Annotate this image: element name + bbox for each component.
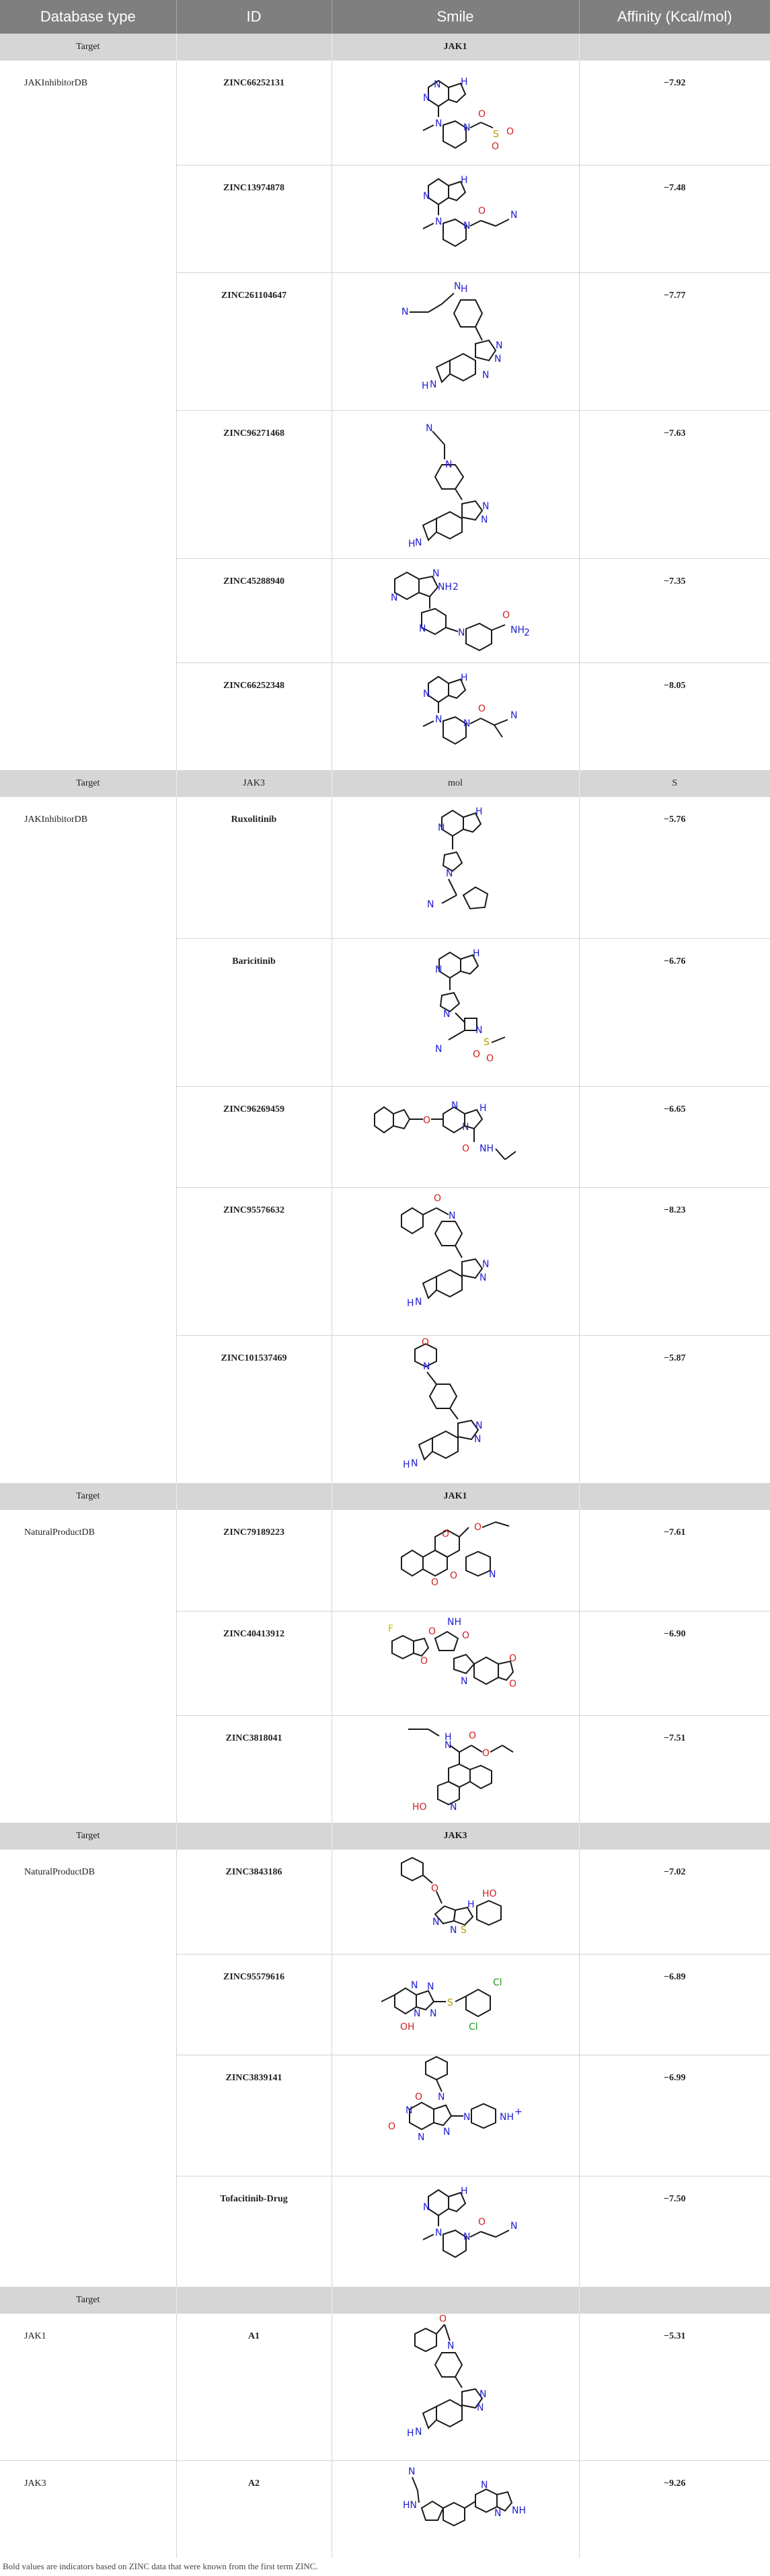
svg-text:N: N (463, 122, 471, 133)
svg-text:N: N (435, 964, 442, 975)
svg-text:N: N (423, 1361, 430, 1372)
target-row (0, 34, 770, 61)
svg-text:N: N (435, 118, 442, 129)
svg-text:H: H (461, 672, 468, 683)
molecule-structure (332, 662, 579, 770)
compound-id: A1 (176, 2314, 332, 2460)
svg-text:NH: NH (438, 581, 452, 593)
target-name: JAK1 (332, 1483, 579, 1510)
molecule-image (381, 61, 529, 161)
svg-text:O: O (474, 1522, 482, 1533)
svg-text:O: O (502, 609, 510, 621)
molecule-image (381, 939, 529, 1080)
compound-id: ZINC3843186 (176, 1850, 332, 1954)
svg-text:N: N (463, 2111, 471, 2123)
svg-text:N: N (445, 1739, 452, 1751)
svg-text:S: S (461, 1925, 467, 1936)
svg-text:Cl: Cl (469, 2021, 478, 2033)
svg-text:H: H (475, 806, 483, 817)
svg-text:N: N (445, 459, 453, 470)
svg-text:N: N (475, 1420, 483, 1431)
svg-text:2: 2 (453, 581, 459, 593)
svg-text:N: N (449, 1210, 456, 1221)
svg-text:H: H (403, 1459, 410, 1470)
svg-text:H: H (467, 1899, 475, 1910)
svg-text:O: O (462, 1630, 470, 1641)
svg-text:N: N (479, 1272, 487, 1283)
svg-text:N: N (463, 718, 471, 729)
svg-text:HO: HO (482, 1889, 497, 1899)
compound-id: ZINC95576632 (176, 1187, 332, 1335)
database-type: NaturalProductDB (0, 1850, 176, 2287)
molecule-structure (332, 410, 579, 558)
molecule-structure (332, 938, 579, 1086)
affinity-value: −5.31 (579, 2314, 770, 2460)
molecule-structure (332, 1335, 579, 1483)
affinity-value: −7.35 (579, 558, 770, 662)
svg-text:O: O (442, 1529, 450, 1540)
molecule-structure (332, 2314, 579, 2460)
compound-id: ZINC3818041 (176, 1715, 332, 1823)
compound-id: ZINC101537469 (176, 1335, 332, 1483)
affinity-value: −6.65 (579, 1086, 770, 1187)
svg-text:N: N (482, 1258, 490, 1270)
svg-text:N: N (423, 93, 430, 104)
molecule-image (381, 165, 529, 266)
svg-text:N: N (447, 2341, 455, 2351)
svg-text:N: N (461, 1675, 468, 1687)
molecule-image (368, 1612, 543, 1712)
svg-text:N: N (489, 1569, 496, 1580)
svg-text:N: N (430, 2008, 437, 2019)
svg-text:N: N (427, 1981, 434, 1992)
svg-text:O: O (431, 1883, 439, 1894)
molecule-image (361, 1087, 549, 1181)
molecule-image (375, 2314, 536, 2455)
svg-text:O: O (422, 1336, 430, 1348)
molecule-image (368, 1955, 543, 2049)
molecule-structure (332, 1954, 579, 2055)
table-row (0, 797, 770, 938)
svg-text:N: N (401, 306, 409, 317)
compound-id: ZINC79189223 (176, 1510, 332, 1611)
database-type: JAK1 (0, 2314, 176, 2460)
svg-text:NH: NH (500, 2111, 514, 2123)
svg-text:O: O (420, 1655, 428, 1667)
table-footnote: Bold values are indicators based on ZINC data that were known from the first term ZINC. (3, 2561, 318, 2571)
molecule-structure (332, 61, 579, 165)
svg-text:H: H (473, 948, 480, 959)
affinity-value: −6.89 (579, 1954, 770, 2055)
compound-id: A2 (176, 2460, 332, 2558)
svg-text:N: N (438, 823, 445, 833)
svg-text:N: N (474, 1433, 482, 1445)
svg-text:H: H (479, 1102, 487, 1114)
svg-text:N: N (432, 1917, 440, 1928)
svg-text:N: N (482, 369, 490, 381)
molecule-structure (332, 165, 579, 272)
svg-text:N: N (411, 1457, 418, 1469)
svg-text:N: N (435, 1043, 442, 1055)
svg-text:H: H (407, 2428, 414, 2439)
compound-id: ZINC96269459 (176, 1086, 332, 1187)
svg-text:N: N (481, 2479, 488, 2491)
target-row (0, 770, 770, 797)
affinity-value: −7.61 (579, 1510, 770, 1611)
compound-id: ZINC261104647 (176, 272, 332, 410)
affinity-value: −7.77 (579, 272, 770, 410)
header-smile: Smile (332, 0, 579, 34)
svg-text:N: N (423, 2201, 430, 2213)
svg-text:N: N (496, 340, 503, 351)
affinity-value: −7.48 (579, 165, 770, 272)
molecule-image (375, 1336, 536, 1477)
svg-text:O: O (478, 703, 486, 714)
svg-text:N: N (430, 379, 437, 390)
svg-text:N: N (479, 2389, 487, 2400)
svg-text:N: N (411, 1979, 418, 1991)
svg-text:N: N (451, 1100, 459, 1111)
target-label: Target (0, 1823, 176, 1850)
affinity-value: −7.51 (664, 1733, 686, 1743)
affinity-value: −9.26 (664, 2478, 686, 2489)
svg-text:N: N (438, 2091, 445, 2103)
compound-id: Tofacitinib-Drug (176, 2176, 332, 2287)
svg-text:HN: HN (403, 2499, 417, 2511)
svg-text:OH: OH (400, 2021, 415, 2033)
svg-text:N: N (415, 1296, 422, 1308)
svg-text:N: N (423, 688, 430, 699)
svg-text:O: O (482, 1747, 490, 1759)
svg-text:H: H (422, 380, 429, 391)
svg-text:N: N (510, 2220, 518, 2232)
svg-text:N: N (443, 2126, 451, 2137)
svg-text:O: O (473, 1049, 481, 1060)
compound-id: ZINC45288940 (176, 558, 332, 662)
svg-text:N: N (454, 280, 461, 292)
target-label: Target (0, 2287, 176, 2314)
target-label: Target (0, 770, 176, 797)
svg-text:N: N (426, 422, 433, 434)
svg-text:+: + (514, 2106, 523, 2117)
svg-text:N: N (434, 79, 441, 90)
molecule-image (381, 797, 529, 932)
target-mol: mol (332, 770, 579, 797)
svg-text:N: N (450, 1801, 457, 1813)
svg-text:O: O (434, 1192, 442, 1204)
svg-text:N: N (435, 216, 442, 227)
svg-text:N: N (450, 1925, 457, 1936)
compound-id: ZINC96271468 (176, 410, 332, 558)
database-type: JAK3 (0, 2460, 176, 2558)
svg-text:N: N (494, 353, 502, 365)
svg-text:N: N (443, 1008, 451, 1020)
svg-text:H: H (408, 538, 416, 550)
svg-text:N: N (435, 2227, 442, 2238)
molecule-image (368, 2461, 543, 2555)
compound-id: Baricitinib (176, 938, 332, 1086)
molecule-structure (332, 1086, 579, 1187)
affinity-value: −6.99 (579, 2055, 770, 2176)
molecule-image (368, 2055, 543, 2170)
svg-text:N: N (477, 2402, 484, 2413)
molecule-image (375, 1850, 536, 1950)
svg-text:N: N (391, 592, 398, 603)
svg-text:O: O (478, 2216, 486, 2228)
affinity-value: −8.05 (664, 680, 686, 691)
molecule-structure (332, 2176, 579, 2287)
compound-id: ZINC66252131 (176, 61, 332, 165)
target-s: S (579, 770, 770, 797)
svg-text:N: N (494, 2507, 502, 2519)
svg-text:O: O (450, 1570, 458, 1581)
svg-text:N: N (435, 714, 442, 725)
molecule-structure (332, 272, 579, 410)
svg-text:N: N (423, 190, 430, 202)
molecule-structure (332, 558, 579, 662)
svg-text:O: O (462, 1143, 470, 1154)
affinity-value: −7.50 (664, 2193, 686, 2204)
svg-text:O: O (478, 109, 486, 120)
svg-text:N: N (419, 623, 426, 634)
molecule-structure (332, 1715, 579, 1823)
svg-text:N: N (427, 899, 434, 910)
affinity-value: −8.23 (579, 1187, 770, 1335)
svg-text:N: N (415, 2427, 422, 2437)
svg-text:H: H (461, 174, 468, 186)
svg-text:S: S (447, 1997, 453, 2008)
target-row (0, 1483, 770, 1510)
svg-text:NH: NH (510, 624, 525, 636)
molecule-image (375, 411, 536, 552)
table-row (0, 61, 770, 165)
header-row (0, 0, 770, 34)
svg-text:O: O (469, 1730, 477, 1741)
affinity-value: −5.87 (664, 1353, 686, 1363)
molecule-structure (332, 1850, 579, 1954)
molecule-structure (332, 1510, 579, 1611)
affinity-value: −5.76 (579, 797, 770, 938)
header-database-type: Database type (0, 0, 176, 34)
database-type: JAKInhibitorDB (0, 797, 176, 1483)
table-row (0, 2460, 770, 2558)
svg-text:HO: HO (412, 1801, 427, 1813)
compound-id: ZINC13974878 (176, 165, 332, 272)
svg-text:N: N (481, 514, 488, 525)
svg-text:O: O (428, 1626, 436, 1637)
svg-text:H: H (461, 2185, 468, 2197)
molecule-image (375, 1188, 536, 1329)
svg-text:O: O (388, 2121, 396, 2132)
affinity-value: −7.63 (579, 410, 770, 558)
molecule-structure (332, 2055, 579, 2176)
svg-text:H: H (407, 1297, 414, 1309)
molecule-structure (332, 1611, 579, 1715)
table-row (0, 1510, 770, 1611)
svg-text:N: N (463, 2231, 471, 2242)
molecule-image (375, 1510, 536, 1604)
database-type: JAKInhibitorDB (0, 61, 176, 770)
compound-id: ZINC3839141 (176, 2055, 332, 2176)
table-row (0, 1850, 770, 1954)
svg-text:N: N (482, 500, 490, 512)
svg-text:O: O (486, 1053, 494, 1064)
svg-text:Cl: Cl (493, 1977, 502, 1988)
molecule-structure (332, 1187, 579, 1335)
svg-text:N: N (408, 2466, 416, 2477)
target-name: JAK3 (332, 1823, 579, 1850)
svg-text:NH: NH (512, 2505, 526, 2516)
svg-text:S: S (484, 1036, 490, 1048)
svg-text:O: O (478, 205, 486, 217)
svg-text:N: N (463, 220, 471, 231)
svg-text:O: O (506, 126, 514, 137)
svg-text:NH: NH (479, 1143, 494, 1154)
svg-text:O: O (509, 1653, 517, 1664)
svg-text:O: O (492, 141, 500, 152)
svg-text:S: S (493, 129, 499, 140)
svg-text:N: N (418, 2131, 425, 2143)
svg-text:O: O (509, 1678, 517, 1690)
molecule-image (381, 2176, 529, 2277)
svg-text:N: N (406, 2105, 413, 2116)
compound-id: ZINC95579616 (176, 1954, 332, 2055)
compound-id: ZINC40413912 (176, 1611, 332, 1715)
target-label: Target (0, 34, 176, 61)
affinity-value: −7.02 (579, 1850, 770, 1954)
svg-text:N: N (510, 209, 518, 221)
svg-text:H: H (461, 77, 468, 87)
svg-text:2: 2 (524, 627, 530, 638)
molecule-image (368, 559, 543, 660)
svg-text:N: N (415, 537, 422, 548)
molecule-structure (332, 2460, 579, 2558)
molecule-structure (332, 797, 579, 938)
svg-text:N: N (510, 710, 518, 721)
svg-text:F: F (388, 1623, 394, 1634)
affinity-value: −6.76 (579, 938, 770, 1086)
affinity-value: −6.90 (579, 1611, 770, 1715)
target-name: JAK3 (176, 770, 332, 797)
target-row (0, 2287, 770, 2314)
svg-text:O: O (431, 1577, 439, 1588)
svg-text:N: N (446, 868, 453, 879)
affinity-value: −7.92 (579, 61, 770, 165)
svg-text:O: O (423, 1114, 431, 1126)
table-row (0, 2314, 770, 2460)
svg-text:H: H (461, 283, 468, 295)
database-type: NaturalProductDB (0, 1510, 176, 1823)
header-affinity: Affinity (Kcal/mol) (579, 0, 770, 34)
svg-text:O: O (415, 2091, 423, 2103)
compound-id: ZINC66252348 (176, 662, 332, 770)
molecule-image (375, 1716, 536, 1817)
target-name: JAK1 (332, 34, 579, 61)
svg-text:N: N (414, 2008, 421, 2019)
svg-text:O: O (439, 2314, 447, 2324)
molecule-image (381, 663, 529, 764)
svg-text:N: N (432, 568, 440, 579)
svg-text:N: N (458, 627, 465, 638)
compound-id: Ruxolitinib (176, 797, 332, 938)
molecule-image (375, 273, 536, 408)
svg-text:NH: NH (447, 1616, 461, 1628)
svg-text:N: N (475, 1024, 483, 1036)
svg-text:N: N (462, 1121, 469, 1133)
target-label: Target (0, 1483, 176, 1510)
svg-text:H: H (445, 1731, 452, 1743)
header-id: ID (176, 0, 332, 34)
target-row (0, 1823, 770, 1850)
